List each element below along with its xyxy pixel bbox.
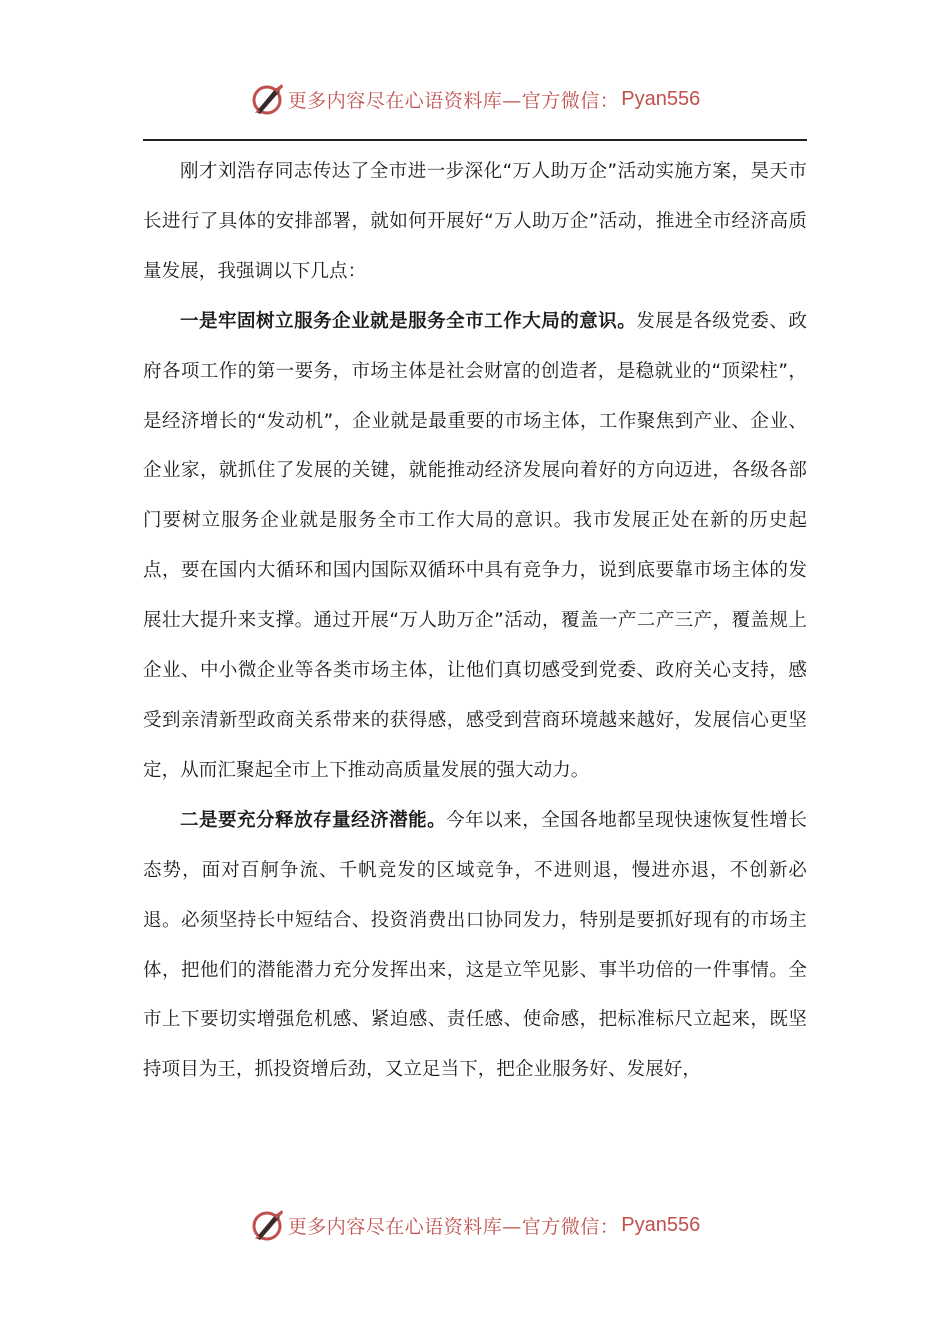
point-two-heading: 二是要充分释放存量经济潜能。 — [180, 809, 447, 831]
pen-logo-icon — [250, 82, 284, 116]
header-divider — [143, 139, 807, 141]
footer-banner — [0, 1208, 950, 1242]
footer-wechat-id: Pyan556 — [621, 1213, 701, 1236]
point-two-text: 今年以来，全国各地都呈现快速恢复性增长态势，面对百舸争流、千帆竞发的区域竞争，不进则退，慢进亦退，不创新必退。必须坚持长中短结合、投资消费出口协同发力，特别是要抓好现有的市场主体，把他们的潜能潜力充分发挥出来，这是立竿见影、事半功倍的一件事情。全市上下要切实增强危机感、紧迫感、责任感、使命感，把标准标尺立起来，既坚持项目为王，抓投资增后劲，又立足当下，把企业服务好、发展好， — [143, 809, 807, 1081]
point-one-paragraph — [143, 297, 807, 796]
header-banner — [0, 82, 950, 116]
pen-logo-icon — [250, 1208, 284, 1242]
banner-text: 更多内容尽在心语资料库—官方微信： — [287, 89, 620, 112]
point-one-heading: 一是牢固树立服务企业就是服务全市工作大局的意识。 — [180, 310, 637, 332]
point-one-text: 发展是各级党委、政府各项工作的第一要务，市场主体是社会财富的创造者，是稳就业的“顶梁柱”，是经济增长的“发动机”，企业就是最重要的市场主体，工作聚焦到产业、企业、企业家，就抓住了发展的关键，就能推动经济发展向着好的方向迈进，各级各部门要树立服务企业就是服务全市工作大局的意识。我市发展正处在新的历史起点，要在国内大循环和国内国际双循环中具有竞争力，说到底要靠市场主体的发展壮大提升来支撑。通过开展“万人助万企”活动，覆盖一产二产三产，覆盖规上企业、中小微企业等各类市场主体，让他们真切感受到党委、政府关心支持，感受到亲清新型政商关系带来的获得感，感受到营商环境越来越好，发展信心更坚定，从而汇聚起全市上下推动高质量发展的强大动力。 — [143, 310, 807, 781]
intro-paragraph: 刚才刘浩存同志传达了全市进一步深化“万人助万企”活动实施方案，昊天市长进行了具体的安排部署，就如何开展好“万人助万企”活动，推进全市经济高质量发展，我强调以下几点： — [143, 161, 807, 282]
wechat-id: Pyan556 — [621, 87, 701, 110]
point-two-paragraph — [143, 796, 807, 1095]
document-body — [143, 147, 807, 1095]
footer-banner-text: 更多内容尽在心语资料库—官方微信： — [287, 1215, 620, 1238]
